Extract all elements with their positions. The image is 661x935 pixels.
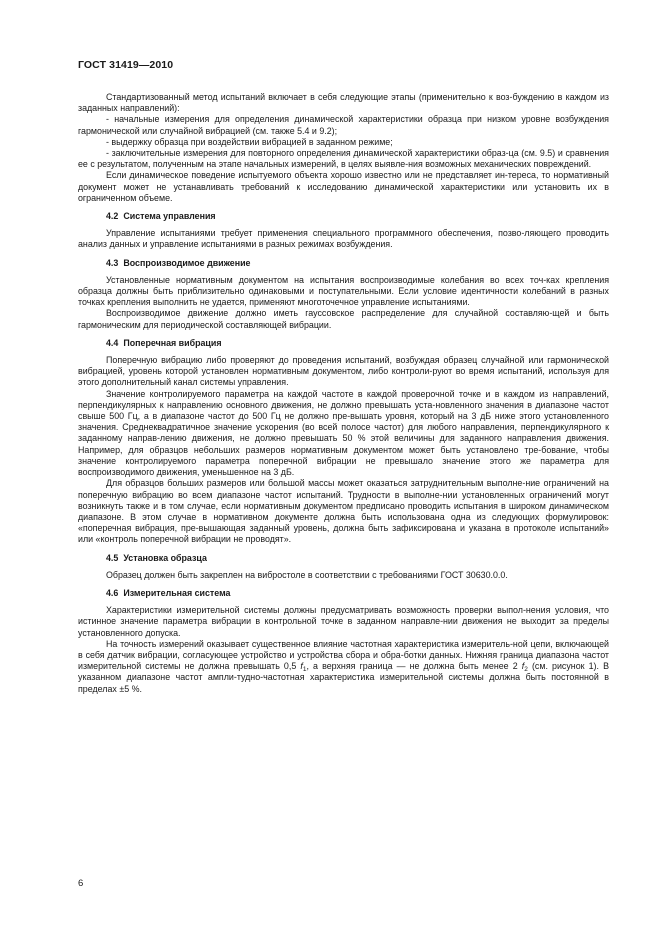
section-number: 4.3 xyxy=(106,257,119,268)
section-heading-4-3 xyxy=(78,258,609,269)
section-paragraph: Установленные нормативным документом на испытания воспроизводимые колебания во всех точ-ках крепления образца должны быть приблизительно одинаковыми и поступательными. Если условие идентичности колебаний в разных точках крепления выполнить не удается, применяют многоточечное управление испытаниями. xyxy=(78,274,609,308)
frequency-symbol: f xyxy=(521,661,525,672)
intro-paragraph: Если динамическое поведение испытуемого объекта хорошо известно или не представляет ин-тереса, то нормативный документ может не устанавливать требований к исследованию динамической характеристики или установить их в ограниченном объеме. xyxy=(78,170,609,203)
section-paragraph: Поперечную вибрацию либо проверяют до проведения испытаний, возбуждая образец случайной или гармонической вибрацией, уровень которой установлен нормативным документом, либо контроли-руют во время испытаний, используя для этого дополнительный канал системы управления. xyxy=(78,355,609,388)
text-run: (см. рисунок 1). В указанном диапазоне частот ампли-тудно-частотная характеристика измерительной системы должна быть постоянной в пределах ±5 %. xyxy=(78,661,609,694)
intro-list-item: - начальные измерения для определения динамической характеристики образца при низком уровне возбуждения гармонической или случайной вибрацией (см. также 5.4 и 9.2); xyxy=(78,114,609,136)
section-paragraph: Для образцов больших размеров или большой массы может оказаться затруднительным выполне-ние ограничений на поперечную вибрацию во всем диапазоне частот испытаний. Трудности в выполне-нии установленных ограничений могут возникнуть также и в том случае, если нормативным документом предписано проводить испытания в широком динамическом диапазоне. В этом случае в нормативном документе должна быть использована одна из следующих формулировок: «поперечная вибрация, пре-вышающая заданный уровень, должна быть зафиксирована и указана в протоколе испытаний» или «контроль поперечной вибрации не проводят». xyxy=(78,478,609,545)
section-paragraph: Значение контролируемого параметра на каждой частоте в каждой проверочной точке и в каждом из направлений, перпендикулярных к направлению основного движения, не должно превышать уста-новленного значения в диапазоне частот свыше 500 Гц, а в диапазоне частот до 500 Гц не должно пре-вышать уровня, который на 3 дБ ниже этого установленного значения. Среднеквадратичное значение ускорения (во всей полосе частот) для любого направления, перпендикулярного к заданному направ-лению движения, не должно превышать 50 % этой величины для заданного направления движения. Например, для образцов небольших размеров нормативным документом может быть установлено тре-бование, чтобы значение контролируемого параметра поперечной вибрации не превышало значение этого же параметра для воспроизводимого движения, уменьшенное на 3 дБ. xyxy=(78,388,609,478)
section-paragraph: Характеристики измерительной системы должны предусматривать возможность проверки выпол-нения условия, что истинное значение параметра вибрации в контрольной точке в заданном направле-нии движения не выходит за пределы установленного допуска. xyxy=(78,605,609,638)
section-title: Установка образца xyxy=(123,552,207,563)
section-title: Система управления xyxy=(123,211,216,222)
frequency-symbol: f xyxy=(300,661,303,672)
section-number: 4.5 xyxy=(106,552,119,563)
section-heading-4-5 xyxy=(78,553,609,564)
text-run: , а верхняя граница — не должна быть менее 2 xyxy=(306,661,518,672)
subscript: 1 xyxy=(302,666,307,674)
text-run: На точность измерений оказывает существенное влияние частотная характеристика измеритель-ной цепи, включающей в себя датчик вибрации, согласующее устройство и устройства сбора и обра-ботки данных. Нижняя граница диапазона частот измерительной системы не должна превышать 0,5 xyxy=(78,638,609,672)
subscript: 2 xyxy=(524,666,528,674)
section-paragraph: Управление испытаниями требует применения специального программного обеспечения, позво-ляющего проводить анализ данных и управление испытаниями в разных режимах возбуждения. xyxy=(78,228,609,250)
section-heading-4-6 xyxy=(78,588,609,599)
section-heading-4-4 xyxy=(78,338,609,349)
section-paragraph: Образец должен быть закреплен на вибростоле в соответствии с требованиями ГОСТ 30630.0.0. xyxy=(106,569,508,580)
section-paragraph xyxy=(78,639,609,695)
intro-list-item: - заключительные измерения для повторного определения динамической характеристики образ-ца (см. 9.5) и сравнения ее с результатом, полученным на этапе начальных измерений, в целях выявле-ния возможных механических повреждений. xyxy=(78,148,609,170)
section-title: Измерительная система xyxy=(123,587,231,598)
page-number: 6 xyxy=(78,878,84,889)
section-number: 4.2 xyxy=(106,211,119,222)
section-number: 4.4 xyxy=(106,337,119,348)
intro-paragraph: Стандартизованный метод испытаний включает в себя следующие этапы (применительно к воз-буждению в каждом из заданных направлений): xyxy=(78,92,609,114)
section-number: 4.6 xyxy=(106,587,119,598)
document-body xyxy=(78,92,609,695)
intro-list-item: - выдержку образца при воздействии вибрацией в заданном режиме; xyxy=(106,136,393,147)
section-heading-4-2 xyxy=(78,211,609,222)
section-title: Поперечная вибрация xyxy=(123,337,222,348)
section-title: Воспроизводимое движение xyxy=(123,257,251,268)
section-paragraph: Воспроизводимое движение должно иметь гауссовское распределение для случайной составляю-щей и быть гармоническим для периодической составляющей вибрации. xyxy=(78,308,609,330)
standard-title: ГОСТ 31419—2010 xyxy=(78,59,174,71)
